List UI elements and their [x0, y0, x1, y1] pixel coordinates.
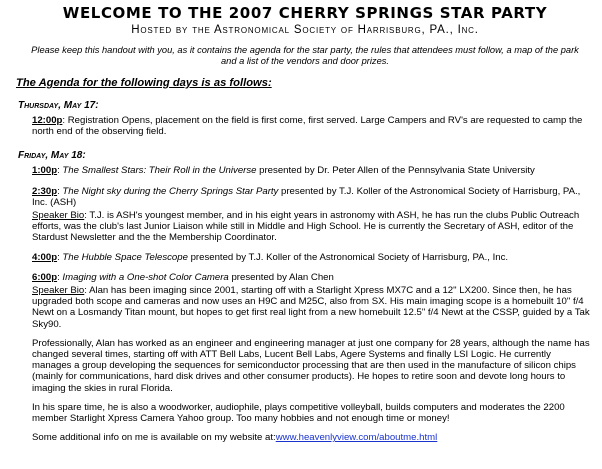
talk-title: The Hubble Space Telescope — [62, 251, 188, 263]
presenter-text: presented by T.J. Koller of the Astronomical Society of Harrisburg, PA., Inc. — [187, 251, 509, 263]
agenda-time: 1:00p — [32, 165, 58, 177]
bio-paragraph-website — [32, 432, 592, 443]
agenda-time: 4:00p — [32, 251, 58, 263]
speaker-bio — [32, 210, 592, 244]
website-link[interactable]: www.heavenlyview.com/aboutme.html — [275, 432, 438, 444]
talk-title: The Night sky during the Cherry Springs Star Party — [62, 185, 279, 197]
agenda-time: 12:00p — [32, 115, 63, 126]
speaker-bio-text: : Alan has been imaging since 2001, starting off with a Starlight Xpress MX7C and a 12" LX200. Since then, he has upgraded both scope and cameras and now uses an H9C and M25C, also from SX. His main imaging scope is a homebuilt 10" f/4 Newt on a Losmandy Titan mount, but hopes to get first real light from a new homebuilt 12.5" f/4 Newt at the CSSP, guided by a Tak Sky90. — [32, 285, 590, 330]
bio-paragraph-professional: Professionally, Alan has worked as an engineer and engineering manager at just one company for 28 years, although the name has changed several times, starting off with ATT Bell Labs, Lucent Bell Labs, Agere Systems and finally LSI Logic. He currently manages a group developing the sequences for semiconductor processing that are then used in the manufacture of silicon chips (mainly for communications, hard disk drives and other consumer products). He hopes to retire soon and devote long hours to imaging the skies in rural Florida. — [32, 337, 590, 394]
agenda-item — [32, 165, 592, 176]
page-subtitle: Hosted by the Astronomical Society of Harrisburg, PA., Inc. — [131, 24, 479, 36]
presenter-text: presented by T.J. Koller of the Astronomical Society of Harrisburg, PA., Inc. (ASH) — [32, 185, 581, 208]
agenda-colon: : — [57, 165, 63, 177]
page-title: WELCOME TO THE 2007 CHERRY SPRINGS STAR PARTY — [62, 4, 548, 22]
talk-title: Imaging with a One-shot Color Camera — [62, 271, 229, 283]
agenda-item — [32, 272, 592, 283]
agenda-time: 2:30p — [32, 185, 58, 197]
day-heading-friday: Friday, May 18: — [18, 150, 86, 162]
agenda-time: 6:00p — [32, 271, 58, 283]
agenda-item — [32, 252, 592, 263]
agenda-heading: The Agenda for the following days is as follows: — [16, 77, 272, 89]
agenda-colon: : — [57, 185, 63, 197]
agenda-item — [32, 115, 592, 137]
speaker-bio-text: : T.J. is ASH's youngest member, and in his eight years in astronomy with ASH, he has run the clubs Public Outreach efforts, was the club's last Junior Liaison while still in Middle and High School. He is currently the Secretary of ASH, editor of the Stardust Newsletter and the the Membership Coordinator. — [32, 210, 580, 244]
speaker-bio — [32, 285, 592, 330]
talk-title: The Smallest Stars: Their Roll in the Universe — [62, 165, 257, 177]
speaker-bio-label: Speaker Bio — [32, 285, 85, 297]
agenda-description: : Registration Opens, placement on the field is first come, first served. Large Campers and RV's are requested to camp the north end of the observing field. — [32, 115, 583, 138]
bio-paragraph-hobbies: In his spare time, he is also a woodworker, audiophile, plays competitive volleyball, builds computers and moderates the 2200 member Starlight Xpress Camera Yahoo group. Too many hobbies and not enough time or money! — [32, 401, 565, 425]
agenda-colon: : — [57, 251, 63, 263]
day-heading-thursday: Thursday, May 17: — [18, 100, 99, 111]
speaker-bio-label: Speaker Bio — [32, 210, 85, 222]
intro-text: Please keep this handout with you, as it contains the agenda for the star party, the rules that attendees must follow, a map of the park and a list of the vendors and door prizes. — [31, 45, 579, 66]
agenda-item — [32, 186, 592, 208]
website-prefix: Some additional info on me is available on my website at: — [32, 432, 276, 444]
agenda-colon: : — [57, 271, 63, 283]
presenter-text: presented by Dr. Peter Allen of the Pennsylvania State University — [256, 165, 535, 177]
presenter-text: presented by Alan Chen — [228, 271, 334, 283]
